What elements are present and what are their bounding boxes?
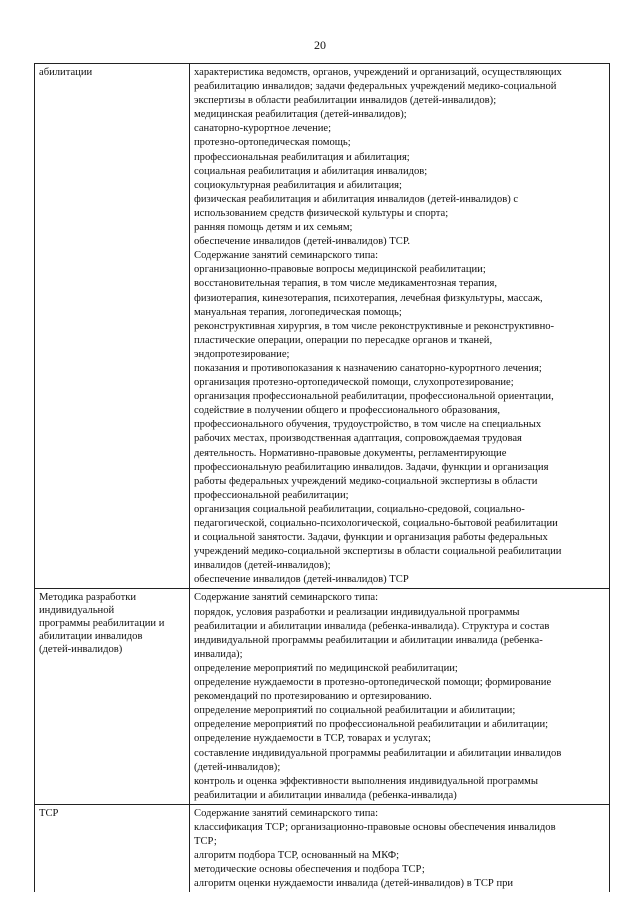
content-line: реабилитации и абилитации инвалида (ребенка-инвалида) [194,789,457,801]
section-title-cell [35,64,190,589]
content-line: контроль и оценка эффективности выполнения индивидуальной программы [194,775,538,787]
content-line: содействие в получении общего и профессионального образования, [194,405,501,417]
content-line: рекомендаций по протезированию и ортезированию. [194,691,432,703]
content-line: характеристика ведомств, органов, учреждений и организаций, осуществляющих [194,67,562,78]
content-line: порядок, условия разработки и реализации индивидуальной программы [194,606,520,618]
content-line: физиотерапия, кинезотерапия, психотерапия, лечебная физкультуры, массаж, [194,292,543,304]
content-line: организация протезно-ортопедической помощи, слухопротезирование; [194,377,514,389]
content-line: ранняя помощь детям и их семьям; [194,222,353,234]
content-line: реабилитацию инвалидов; задачи федеральных учреждений медико-социальной [194,81,557,93]
content-line: обеспечение инвалидов (детей-инвалидов) ТСР. [194,236,411,248]
content-line: определение нуждаемости в протезно-ортопедической помощи; формирование [194,677,552,689]
content-line: пластические операции, операции по пересадке органов и тканей, [194,334,493,346]
content-line: реабилитации и абилитации инвалида (ребенка-инвалида). Структура и состав [194,620,550,632]
content-line: инвалидов (детей-инвалидов); [194,560,331,572]
table-row [35,804,610,892]
section-content-cell [190,64,610,589]
content-line: составление индивидуальной программы реабилитации и абилитации инвалидов [194,747,562,759]
content-line: рабочих местах, производственная адаптация, сопровождаемая трудовая [194,433,522,445]
content-line: организация профессиональной реабилитации, профессиональной ориентации, [194,391,554,403]
section-content-cell [190,804,610,892]
content-line: и социальной занятости. Задачи, функции и организация работы федеральных [194,532,548,544]
content-line: профессиональной реабилитации; [194,489,349,501]
table-row [35,589,610,804]
section-title-line: индивидуальной [39,605,115,617]
content-line: индивидуальной программы реабилитации и абилитации инвалида (ребенка- [194,634,543,646]
section-title-line: Методика разработки [39,592,137,604]
section-title-cell [35,589,190,804]
content-line: Содержание занятий семинарского типа: [194,592,379,604]
content-line: работы федеральных учреждений медико-социальной экспертизы в области [194,475,538,487]
content-line: определение мероприятий по профессиональной реабилитации и абилитации; [194,719,549,731]
content-line: деятельность. Нормативно-правовые документы, регламентирующие [194,447,507,459]
content-line: организация социальной реабилитации, социально-средовой, социально- [194,503,525,515]
section-title-cell [35,804,190,892]
content-line: инвалида); [194,648,243,660]
content-line: восстановительная терапия, в том числе медикаментозная терапия, [194,278,497,290]
section-title-line: ТСР [39,807,59,819]
content-line: алгоритм оценки нуждаемости инвалида (детей-инвалидов) в ТСР при [194,878,514,890]
content-line: профессионального обучения, трудоустройство, в том числе на специальных [194,419,542,431]
content-line: Содержание занятий семинарского типа: [194,250,379,262]
content-line: обеспечение инвалидов (детей-инвалидов) ТСР [194,574,409,586]
content-line: классификация ТСР; организационно-правовые основы обеспечения инвалидов [194,821,556,833]
curriculum-table [34,63,610,892]
content-line: определение нуждаемости в ТСР, товарах и услугах; [194,733,431,745]
content-line: (детей-инвалидов); [194,761,281,773]
content-line: профессиональную реабилитацию инвалидов. Задачи, функции и организация [194,461,549,473]
table-row [35,64,610,589]
content-line: экспертизы в области реабилитации инвалидов (детей-инвалидов); [194,95,497,107]
content-line: санаторно-курортное лечение; [194,123,332,135]
content-line: социокультурная реабилитация и абилитация; [194,179,402,191]
section-title-line: абилитации инвалидов [39,631,143,643]
content-line: ТСР; [194,836,217,848]
content-line: определение мероприятий по социальной реабилитации и абилитации; [194,705,516,717]
content-line: физическая реабилитация и абилитация инвалидов (детей-инвалидов) с [194,193,519,205]
section-title-line: (детей-инвалидов) [39,644,123,656]
content-line: медицинская реабилитация (детей-инвалидов); [194,109,407,121]
content-line: Содержание занятий семинарского типа: [194,807,379,819]
content-line: учреждений медико-социальной экспертизы в области социальной реабилитации [194,546,562,558]
content-line: профессиональная реабилитация и абилитация; [194,151,410,163]
content-line: протезно-ортопедическая помощь; [194,137,351,149]
section-title-line: программы реабилитации и [39,618,165,630]
content-line: социальная реабилитация и абилитация инвалидов; [194,165,428,177]
content-line: эндопротезирование; [194,348,290,360]
content-line: педагогической, социально-психологической, социально-бытовой реабилитации [194,518,558,529]
page-number: 20 [314,38,326,52]
content-line: использованием средств физической культуры и спорта; [194,207,449,219]
section-title-line: абилитации [39,67,93,78]
content-line: методические основы обеспечения и подбора ТСР; [194,864,425,876]
content-line: показания и противопоказания к назначению санаторно-курортного лечения; [194,362,542,374]
content-line: реконструктивная хирургия, в том числе реконструктивные и реконструктивно- [194,320,555,332]
content-line: алгоритм подбора ТСР, основанный на МКФ; [194,850,400,862]
section-content-cell [190,589,610,804]
content-line: мануальная терапия, логопедическая помощь; [194,306,402,318]
content-line: определение мероприятий по медицинской реабилитации; [194,662,458,674]
content-line: организационно-правовые вопросы медицинской реабилитации; [194,264,486,276]
